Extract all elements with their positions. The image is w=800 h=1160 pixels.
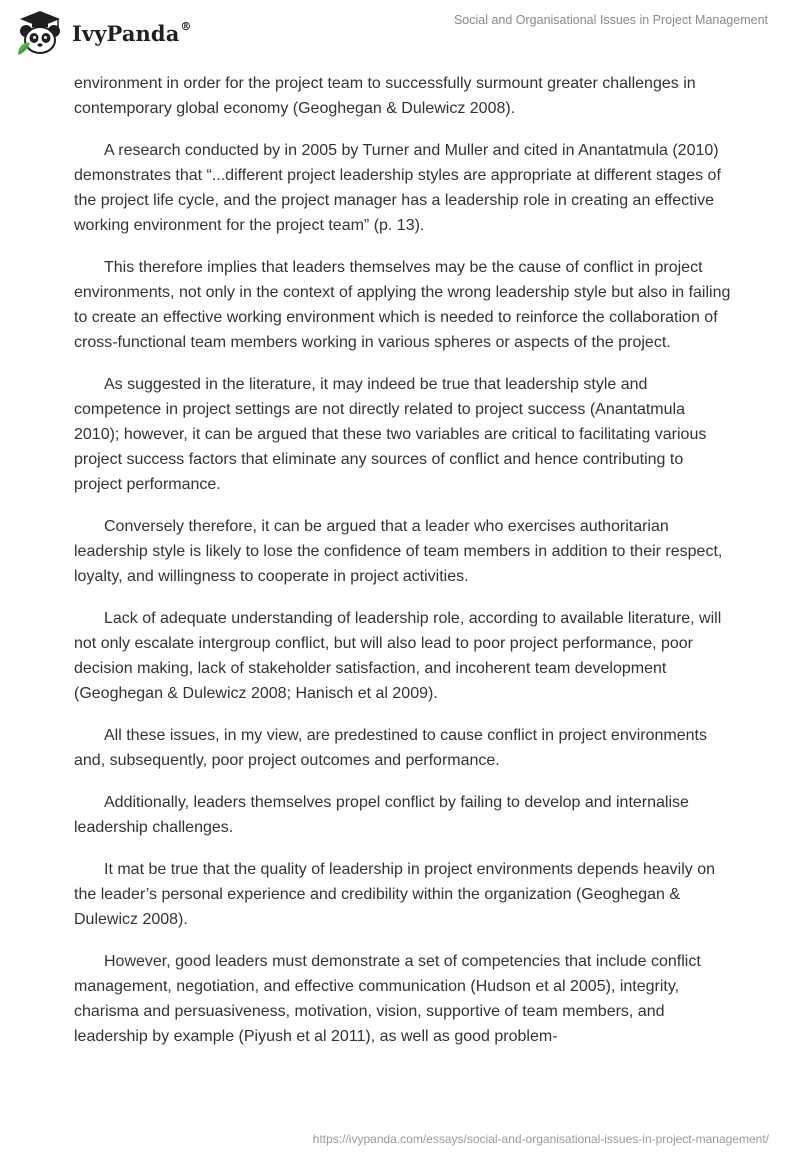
essay-body	[74, 71, 734, 1066]
paragraph: environment in order for the project team to successfully surmount greater challenges in contemporary global economy (Geoghegan & Dulewicz 2008).	[74, 75, 696, 117]
document-title: Social and Organisational Issues in Project Management	[453, 13, 768, 27]
paragraph: As suggested in the literature, it may indeed be true that leadership style and competence in project settings are not directly related to project success (Anantatmula 2010); however, it can be argued that these two variables are critical to facilitating various project success factors that eliminate any sources of conflict and hence contributing to project performance.	[74, 376, 707, 493]
paragraph: Conversely therefore, it can be argued that a leader who exercises authoritarian leadership style is likely to lose the confidence of team members in addition to their respect, loyalty, and willingness to cooperate in project activities.	[74, 518, 723, 585]
source-url-link[interactable]: https://ivypanda.com/essays/social-and-organisational-issues-in-project-management/	[312, 1132, 769, 1146]
paragraph: It mat be true that the quality of leadership in project environments depends heavily on the leader’s personal experience and credibility within the organization (Geoghegan & Dulewicz 2008).	[74, 861, 716, 928]
paragraph: A research conducted by in 2005 by Turner and Muller and cited in Anantatmula (2010) demonstrates that “...different project leadership styles are appropriate at different stages of the project life cycle, and the project manager has a leadership role in creating an effective working environment for the project team” (p. 13).	[74, 142, 721, 234]
panda-graduate-icon	[14, 9, 66, 57]
paragraph: This therefore implies that leaders themselves may be the cause of conflict in project environments, not only in the context of applying the wrong leadership style but also in failing to create an effective working environment which is needed to reinforce the collaboration of cross-functional team members working in various spheres or aspects of the project.	[74, 259, 731, 351]
ivypanda-logo[interactable]	[14, 8, 204, 58]
page-header	[0, 0, 800, 66]
brand-name: IvyPanda®	[72, 19, 192, 46]
paragraph: However, good leaders must demonstrate a set of competencies that include conflict management, negotiation, and effective communication (Hudson et al 2005), integrity, charisma and persuasiveness, motivation, vision, supportive of team members, and leadership by example (Piyush et al 2011), as well as good problem-	[74, 953, 701, 1045]
paragraph: Lack of adequate understanding of leadership role, according to available literature, will not only escalate intergroup conflict, but will also lead to poor project performance, poor decision making, lack of stakeholder satisfaction, and incoherent team development (Geoghegan & Dulewicz 2008; Hanisch et al 2009).	[74, 610, 722, 702]
paragraph: All these issues, in my view, are predestined to cause conflict in project environments and, subsequently, poor project outcomes and performance.	[74, 727, 707, 769]
paragraph: Additionally, leaders themselves propel conflict by failing to develop and internalise leadership challenges.	[74, 794, 689, 836]
